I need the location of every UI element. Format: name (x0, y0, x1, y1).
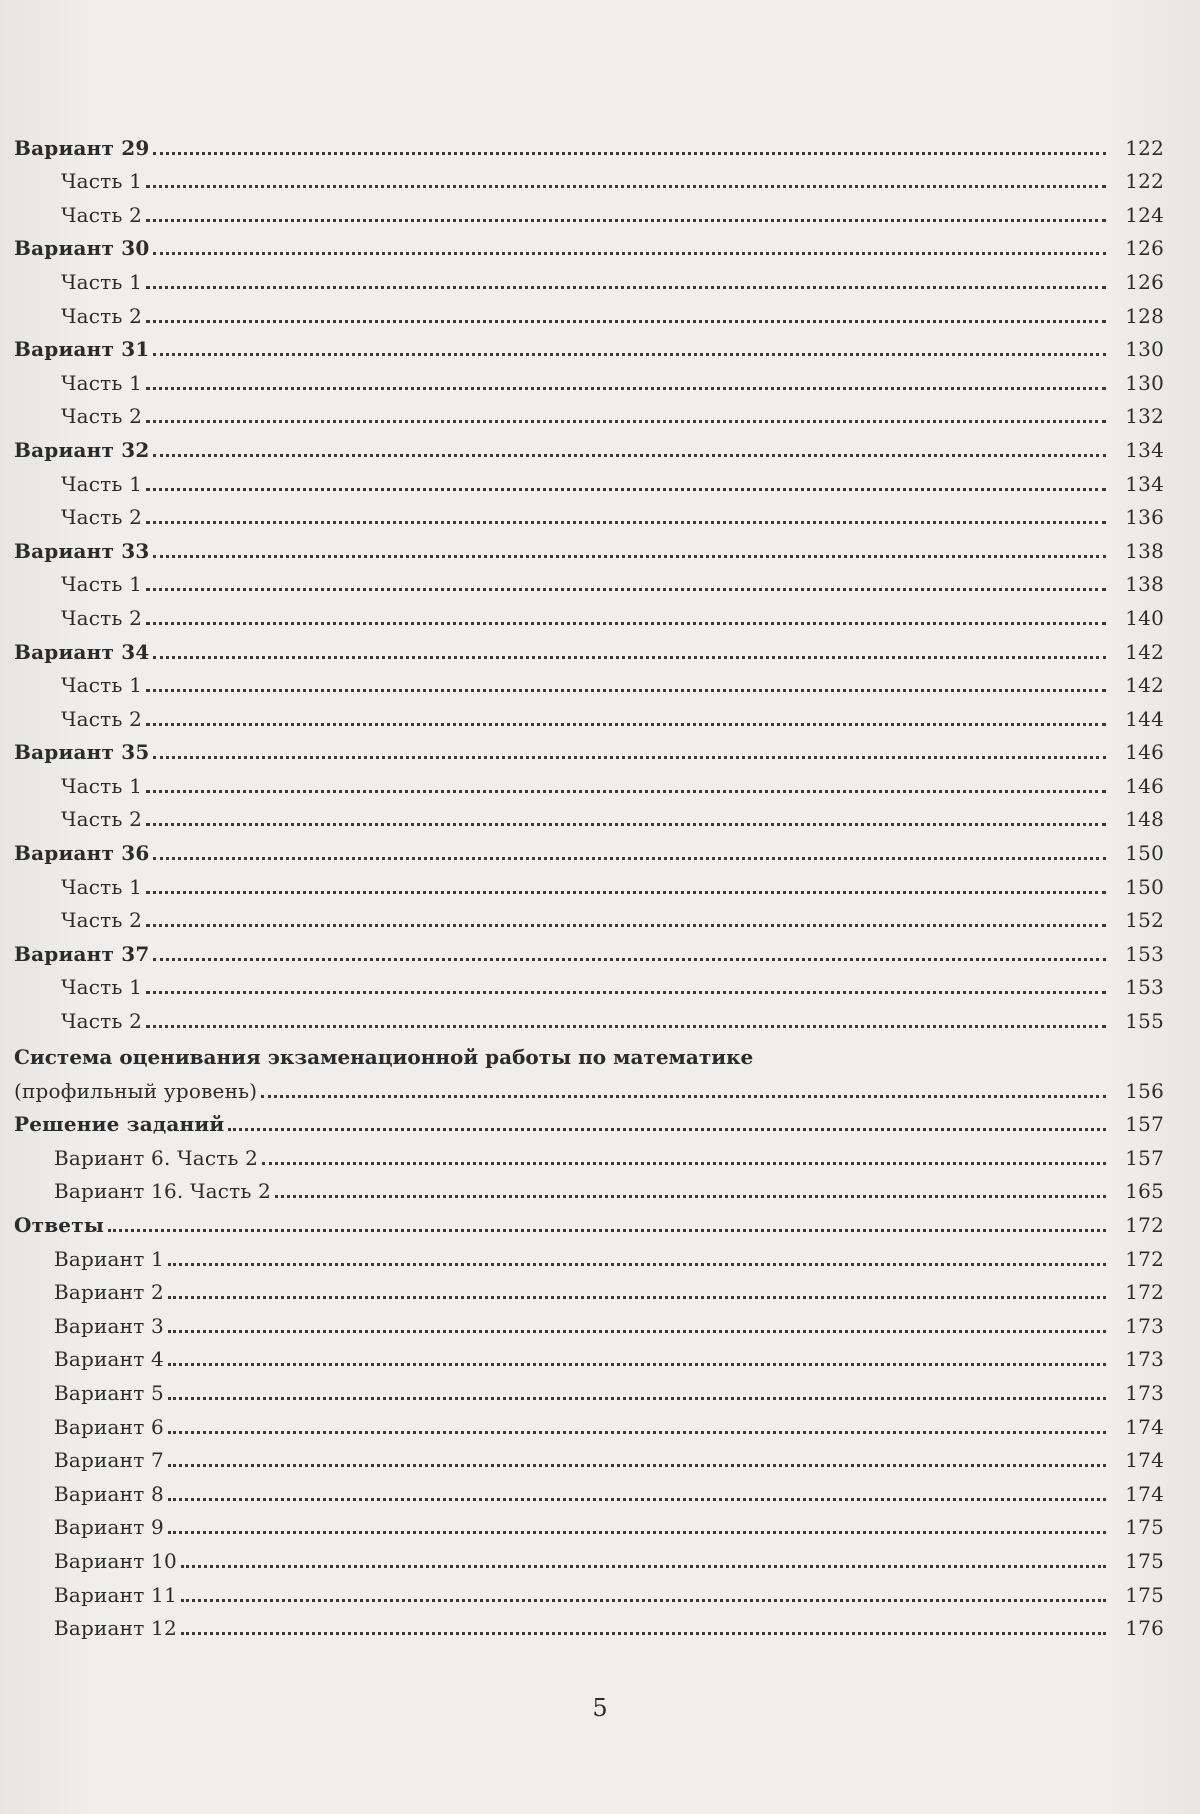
page-ref: 146 (1125, 740, 1164, 765)
page-ref: 142 (1125, 639, 1164, 664)
dot-leader (153, 656, 1106, 659)
answer-row[interactable] (14, 1607, 1164, 1641)
answer-row[interactable] (14, 1271, 1164, 1305)
page-ref: 153 (1125, 975, 1164, 1000)
page-ref: 140 (1125, 605, 1164, 630)
answer-row[interactable] (14, 1304, 1164, 1338)
toc-entry-label: Вариант 11 (54, 1582, 177, 1607)
dot-leader (153, 555, 1106, 558)
dot-leader (146, 924, 1106, 927)
dot-leader (146, 185, 1106, 188)
dot-leader (146, 219, 1106, 222)
toc-entry-label: Вариант 6. Часть 2 (54, 1145, 259, 1170)
toc-entry-label: Вариант 37 (14, 941, 150, 966)
dot-leader (168, 1330, 1106, 1333)
dot-leader (153, 756, 1106, 759)
toc-entry-label: Часть 1 (61, 773, 143, 798)
page-ref: 130 (1125, 337, 1164, 362)
page-ref: 122 (1125, 135, 1164, 160)
toc-entry-label: Часть 2 (61, 303, 143, 328)
toc-variant-row[interactable] (14, 428, 1164, 462)
solutions-title: Решение заданий (14, 1112, 225, 1137)
toc-entry-label: Вариант 32 (14, 437, 150, 462)
toc-part-row[interactable] (14, 462, 1164, 496)
dot-leader (168, 1363, 1106, 1366)
page-ref: 173 (1125, 1347, 1164, 1372)
page-ref: 153 (1125, 941, 1164, 966)
toc-entry-label: Вариант 12 (54, 1616, 177, 1641)
dot-leader (168, 1531, 1106, 1534)
toc-variants (14, 126, 1164, 1033)
page-ref: 173 (1125, 1313, 1164, 1338)
toc-part-row[interactable] (14, 798, 1164, 832)
page-ref: 175 (1125, 1548, 1164, 1573)
solutions-entry[interactable] (14, 1103, 1164, 1137)
page-ref: 126 (1125, 236, 1164, 261)
dot-leader (168, 1464, 1106, 1467)
toc-variant-row[interactable] (14, 227, 1164, 261)
toc-part-row[interactable] (14, 999, 1164, 1033)
page-ref: 165 (1125, 1179, 1164, 1204)
page-ref: 172 (1125, 1280, 1164, 1305)
page-ref: 175 (1125, 1582, 1164, 1607)
toc-entry-label: Часть 1 (61, 572, 143, 597)
dot-leader (153, 353, 1106, 356)
toc-part-row[interactable] (14, 596, 1164, 630)
page-ref: 175 (1125, 1515, 1164, 1540)
toc-entry-label: Вариант 9 (54, 1515, 164, 1540)
answer-row[interactable] (14, 1405, 1164, 1439)
toc-part-row[interactable] (14, 764, 1164, 798)
dot-leader (168, 1397, 1106, 1400)
toc-variant-row[interactable] (14, 328, 1164, 362)
page-ref: 136 (1125, 505, 1164, 530)
page-ref: 122 (1125, 169, 1164, 194)
solution-row[interactable] (14, 1170, 1164, 1204)
dot-leader (181, 1632, 1106, 1635)
page-ref: 142 (1125, 673, 1164, 698)
dot-leader (146, 387, 1106, 390)
dot-leader (146, 320, 1106, 323)
page-ref: 172 (1125, 1213, 1164, 1237)
toc-part-row[interactable] (14, 395, 1164, 429)
grading-entry[interactable] (14, 1069, 1164, 1103)
toc-part-row[interactable] (14, 160, 1164, 194)
answer-row[interactable] (14, 1371, 1164, 1405)
page-ref: 124 (1125, 202, 1164, 227)
toc-variant-row[interactable] (14, 831, 1164, 865)
toc-part-row[interactable] (14, 899, 1164, 933)
toc-part-row[interactable] (14, 260, 1164, 294)
toc-entry-label: Часть 2 (61, 202, 143, 227)
dot-leader (181, 1565, 1106, 1568)
answer-row[interactable] (14, 1573, 1164, 1607)
toc-entry-label: Вариант 5 (54, 1380, 164, 1405)
toc-entry-label: Вариант 36 (14, 841, 150, 866)
toc-entry-label: Вариант 2 (54, 1280, 164, 1305)
page-ref: 126 (1125, 269, 1164, 294)
toc-entry-label: Вариант 4 (54, 1347, 164, 1372)
toc-entry-label: Часть 2 (61, 706, 143, 731)
answers-list (14, 1237, 1164, 1640)
dot-leader (168, 1431, 1106, 1434)
toc-variant-row[interactable] (14, 529, 1164, 563)
toc-variant-row[interactable] (14, 731, 1164, 765)
answers-entry[interactable] (14, 1203, 1164, 1237)
toc-entry-label: Вариант 8 (54, 1481, 164, 1506)
page-number: 5 (592, 1694, 608, 1722)
page-ref: 157 (1125, 1112, 1164, 1137)
toc-entry-label: Часть 2 (61, 505, 143, 530)
dot-leader (146, 488, 1106, 491)
toc-part-row[interactable] (14, 193, 1164, 227)
toc-entry-label: Часть 1 (61, 169, 143, 194)
page-ref: 173 (1125, 1380, 1164, 1405)
dot-leader (228, 1128, 1106, 1131)
dot-leader (153, 958, 1106, 961)
page-ref: 138 (1125, 572, 1164, 597)
toc-entry-label: Часть 2 (61, 1009, 143, 1034)
dot-leader (168, 1263, 1106, 1266)
toc-entry-label: Вариант 30 (14, 236, 150, 261)
toc-entry-label: Часть 1 (61, 975, 143, 1000)
dot-leader (146, 723, 1106, 726)
toc-entry-label: Часть 2 (61, 605, 143, 630)
page-ref: 132 (1125, 404, 1164, 429)
toc-entry-label: Вариант 3 (54, 1313, 164, 1338)
page-ref: 130 (1125, 370, 1164, 395)
page-ref: 174 (1125, 1481, 1164, 1506)
toc-variant-row[interactable] (14, 932, 1164, 966)
toc-entry-label: Вариант 34 (14, 639, 150, 664)
dot-leader (153, 454, 1106, 457)
answer-row[interactable] (14, 1472, 1164, 1506)
page-ref: 157 (1125, 1145, 1164, 1170)
toc-entry-label: Часть 2 (61, 908, 143, 933)
dot-leader (181, 1599, 1106, 1602)
page-ref: 176 (1125, 1616, 1164, 1641)
toc-part-row[interactable] (14, 966, 1164, 1000)
toc-entry-label: Вариант 6 (54, 1414, 164, 1439)
page-ref: 174 (1125, 1448, 1164, 1473)
toc-entry-label: Часть 1 (61, 269, 143, 294)
dot-leader (146, 891, 1106, 894)
page-ref: 174 (1125, 1414, 1164, 1439)
dot-leader (153, 152, 1106, 155)
toc-part-row[interactable] (14, 563, 1164, 597)
page-ref: 128 (1125, 303, 1164, 328)
page-ref: 150 (1125, 874, 1164, 899)
page-ref: 146 (1125, 773, 1164, 798)
dot-leader (168, 1498, 1106, 1501)
page-ref: 150 (1125, 841, 1164, 866)
grading-title-text: Система оценивания экзаменационной работы по математике (14, 1045, 754, 1070)
toc-entry-label: Часть 1 (61, 673, 143, 698)
dot-leader (146, 521, 1106, 524)
dot-leader (146, 588, 1106, 591)
page-ref: 156 (1125, 1078, 1164, 1103)
dot-leader (146, 823, 1106, 826)
dot-leader (146, 286, 1106, 289)
toc-entry-label: Часть 2 (61, 807, 143, 832)
toc-entry-label: Вариант 31 (14, 337, 150, 362)
answer-row[interactable] (14, 1237, 1164, 1271)
toc-variant-row[interactable] (14, 630, 1164, 664)
toc-entry-label: Часть 1 (61, 874, 143, 899)
dot-leader (275, 1195, 1106, 1198)
toc-entry-label: Вариант 33 (14, 538, 150, 563)
answers-title: Ответы (14, 1213, 105, 1237)
dot-leader (146, 1025, 1106, 1028)
toc-part-row[interactable] (14, 865, 1164, 899)
dot-leader (146, 790, 1106, 793)
answer-row[interactable] (14, 1439, 1164, 1473)
toc-variant-row[interactable] (14, 126, 1164, 160)
page-ref: 144 (1125, 706, 1164, 731)
toc-part-row[interactable] (14, 294, 1164, 328)
toc-entry-label: Часть 1 (61, 370, 143, 395)
page-ref: 134 (1125, 437, 1164, 462)
answer-row[interactable] (14, 1338, 1164, 1372)
toc-part-row[interactable] (14, 664, 1164, 698)
answer-row[interactable] (14, 1506, 1164, 1540)
toc-entry-label: Вариант 35 (14, 740, 150, 765)
toc-part-row[interactable] (14, 361, 1164, 395)
dot-leader (153, 252, 1106, 255)
dot-leader (153, 857, 1106, 860)
dot-leader (262, 1162, 1106, 1165)
grading-title (14, 1033, 1164, 1069)
toc-entry-label: Вариант 1 (54, 1246, 164, 1271)
toc-entry-label: Часть 2 (61, 404, 143, 429)
dot-leader (146, 420, 1106, 423)
solution-row[interactable] (14, 1136, 1164, 1170)
page-ref: 134 (1125, 471, 1164, 496)
toc-entry-label: Вариант 10 (54, 1548, 177, 1573)
dot-leader (146, 689, 1106, 692)
dot-leader (168, 1296, 1106, 1299)
table-of-contents (14, 126, 1164, 1640)
toc-part-row[interactable] (14, 496, 1164, 530)
page-ref: 152 (1125, 908, 1164, 933)
dot-leader (108, 1229, 1106, 1232)
page-ref: 138 (1125, 538, 1164, 563)
page-ref: 155 (1125, 1009, 1164, 1034)
toc-entry-label: Вариант 16. Часть 2 (54, 1179, 272, 1204)
page-ref: 148 (1125, 807, 1164, 832)
answer-row[interactable] (14, 1539, 1164, 1573)
page-ref: 172 (1125, 1246, 1164, 1271)
toc-entry-label: Часть 1 (61, 471, 143, 496)
toc-entry-label: Вариант 7 (54, 1448, 164, 1473)
solutions-list (14, 1136, 1164, 1203)
grading-subtitle: (профильный уровень) (14, 1078, 258, 1103)
dot-leader (146, 622, 1106, 625)
dot-leader (146, 991, 1106, 994)
dot-leader (261, 1095, 1106, 1098)
toc-entry-label: Вариант 29 (14, 135, 150, 160)
toc-part-row[interactable] (14, 697, 1164, 731)
